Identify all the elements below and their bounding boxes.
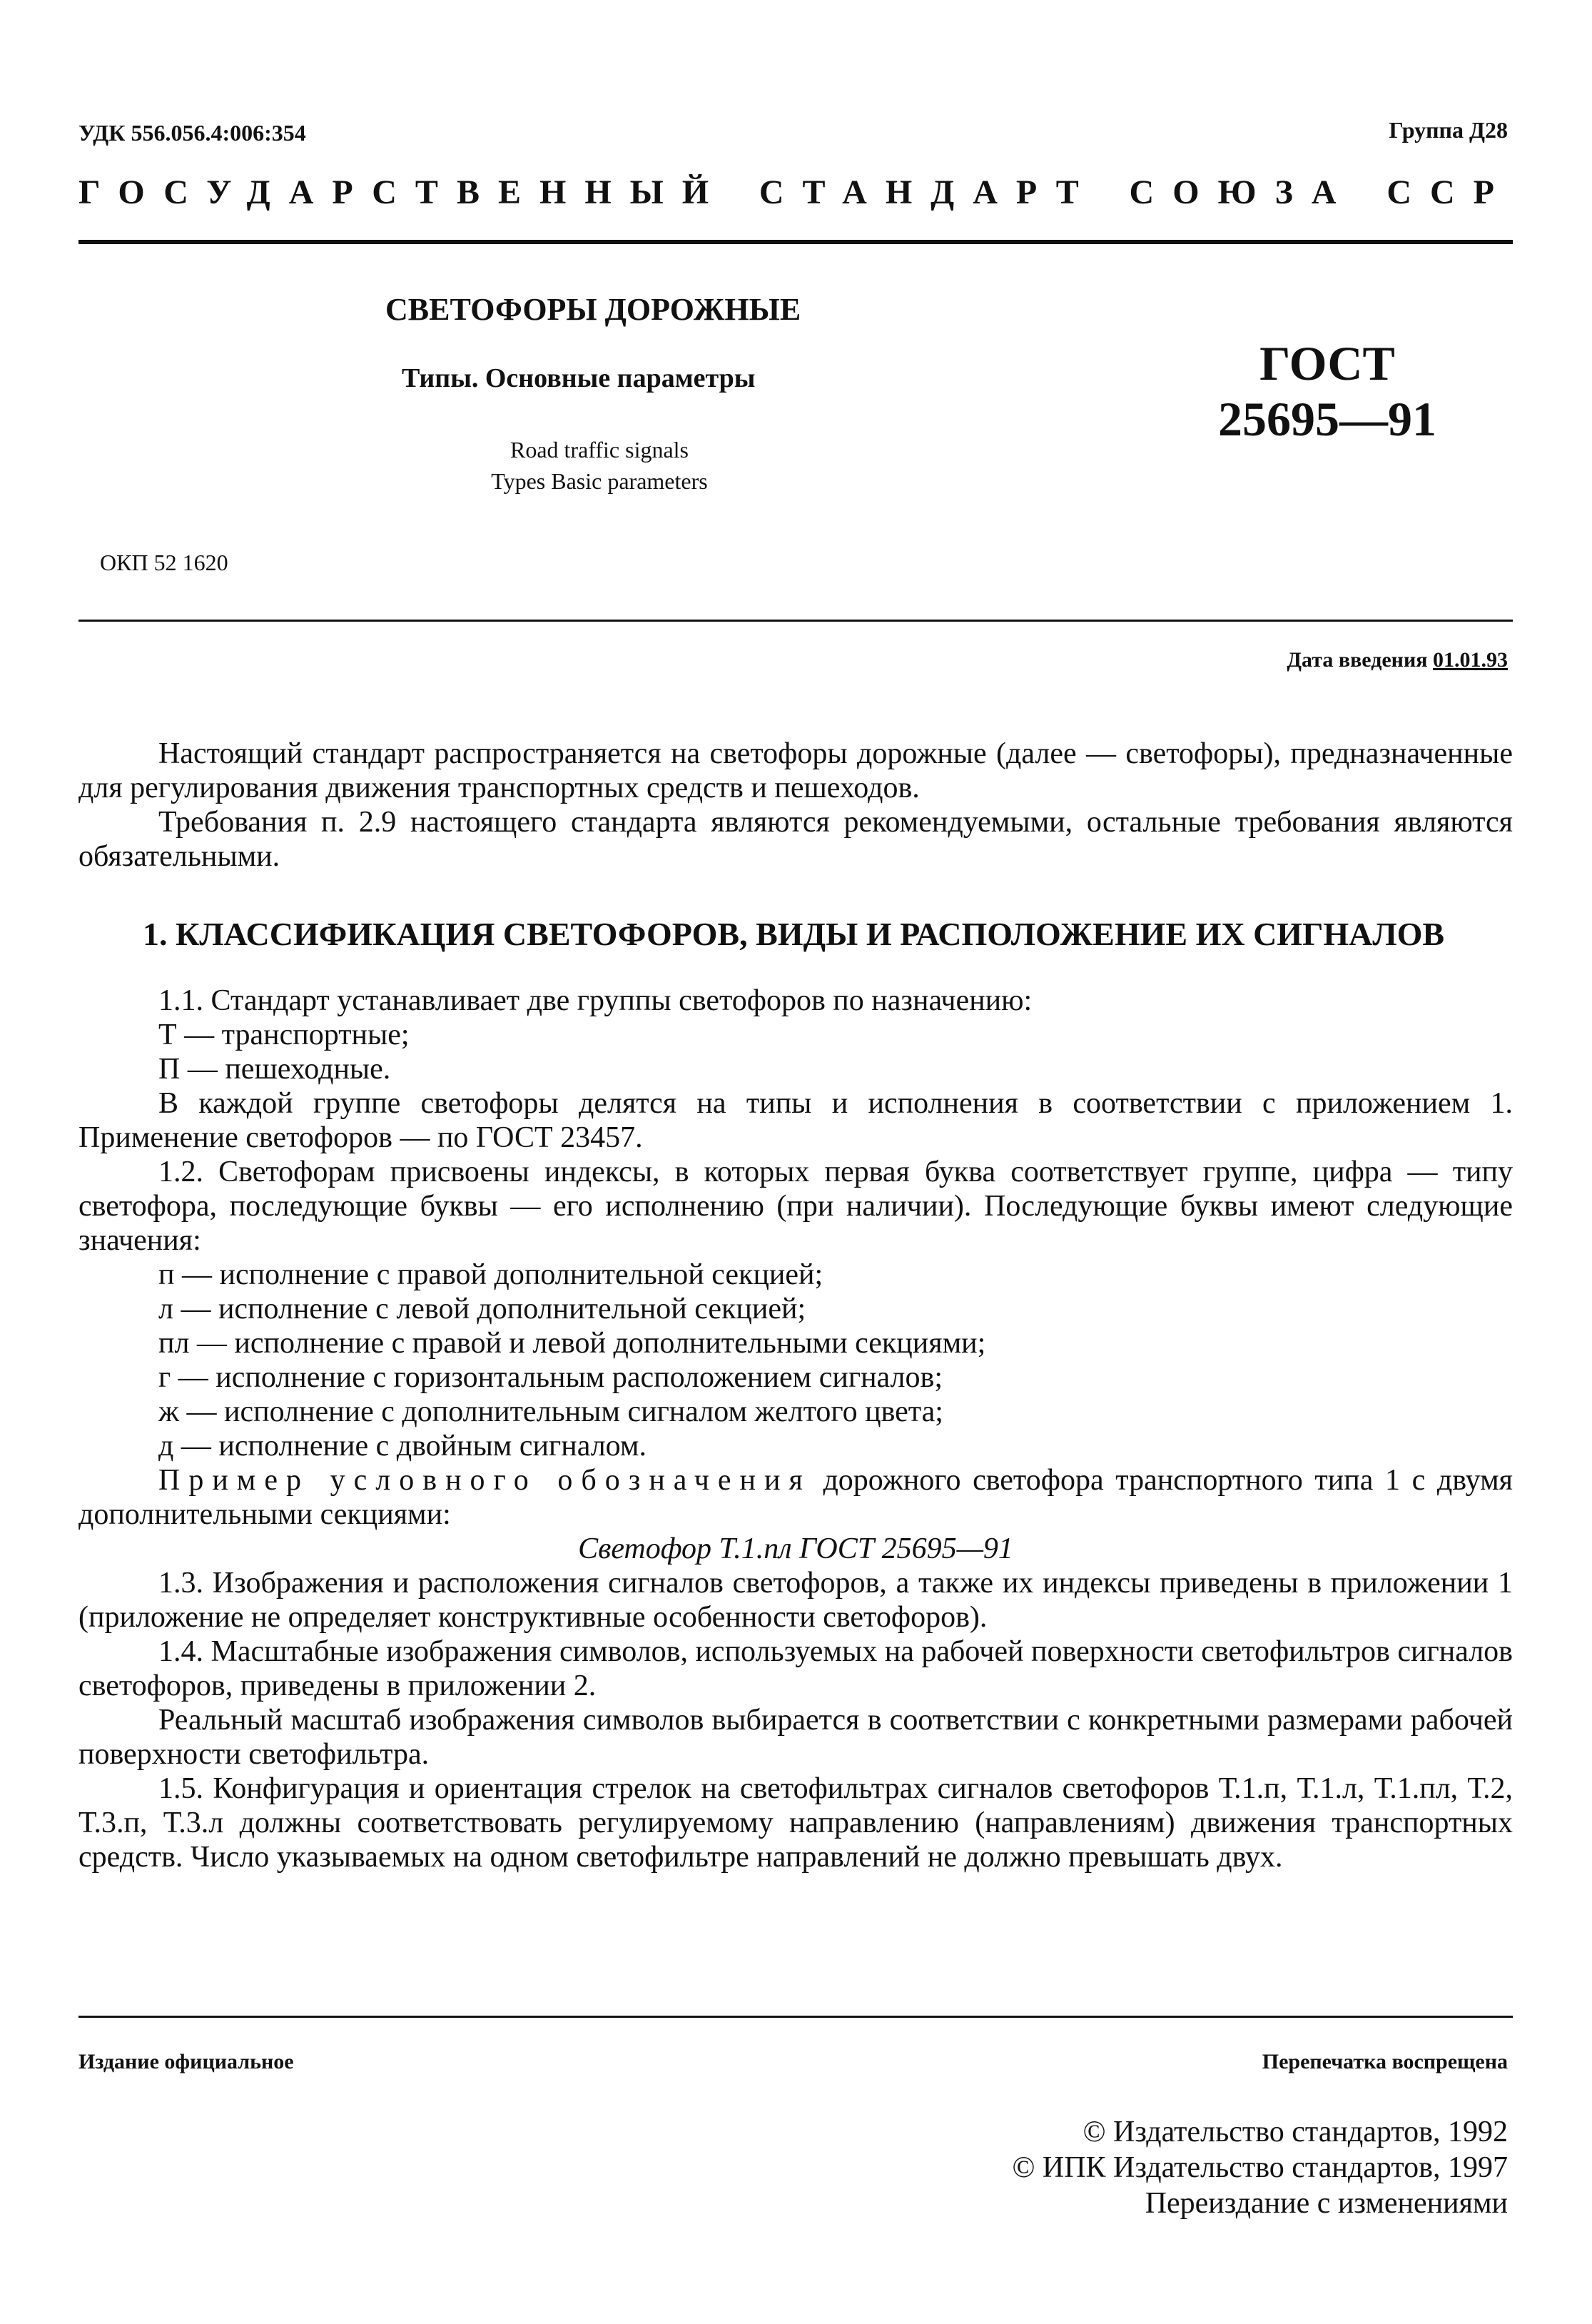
letter-p: п — исполнение с правой дополнительной секцией; [158,1258,823,1291]
example-label: Пример условного обозначения [158,1464,811,1497]
document-title: СВЕТОФОРЫ ДОРОЖНЫЕ [385,292,801,327]
intro-paragraph-1: Настоящий стандарт распространяется на светофоры дорожные (далее — светофоры), предназначенные для регулирования движения транспортных средств и пешеходов. [78,737,1513,804]
state-word-3: СОЮЗА [1129,173,1355,211]
group-p: П — пешеходные. [158,1053,391,1086]
intro-paragraph-2: Требования п. 2.9 настоящего стандарта являются рекомендуемыми, остальные требования являются обязательными. [78,806,1513,873]
gost-number [1213,335,1441,447]
copyright-block [1012,2114,1508,2221]
letter-zh: ж — исполнение с дополнительным сигналом желтого цвета; [158,1395,943,1428]
state-word-1: ГОСУДАРСТВЕННЫЙ [78,173,728,211]
copyright-line-1: © Издательство стандартов, 1992 [1083,2116,1508,2148]
example-paragraph [78,1463,1513,1532]
example-designation: Светофор Т.1.пл ГОСТ 25695—91 [578,1532,1013,1565]
introduction-date-value: 01.01.93 [1433,648,1508,672]
state-standard-title [78,173,1513,212]
intro-text [78,737,1513,874]
group-code: Группа Д28 [1389,117,1508,143]
clause-1-4: 1.4. Масштабные изображения символов, используемых на рабочей поверхности светофильтров сигналов светофоров, приведены в приложении 2. [78,1635,1513,1702]
okp-code: ОКП 52 1620 [100,550,228,575]
english-title-line1: Road traffic signals [509,437,689,463]
footer-divider [78,2016,1513,2018]
title-divider [78,620,1513,622]
clause-1-1-continued: В каждой группе светофоры делятся на типы и исполнения в соответствии с приложением 1. Применение светофоров — по ГОСТ 23457. [78,1087,1513,1154]
official-edition-label: Издание официальное [78,2050,294,2073]
clause-1-2: 1.2. Светофорам присвоены индексы, в которых первая буква соответствует группе, цифра — типу светофора, последующие буквы — его исполнению (при наличии). Последующие буквы имеют следующие значения: [78,1156,1513,1257]
reissue-line: Переиздание с изменениями [1145,2187,1508,2220]
letter-g: г — исполнение с горизонтальным расположением сигналов; [158,1361,943,1394]
gost-label-line1: ГОСТ [1259,336,1395,390]
letter-l: л — исполнение с левой дополнительной секцией; [158,1293,806,1325]
clause-1-3: 1.3. Изображения и расположения сигналов светофоров, а также их индексы приведены в приложении 1 (приложение не определяет конструктивные особенности светофоров). [78,1567,1513,1634]
state-word-4: ССР [1386,173,1513,211]
document-subtitle: Типы. Основные параметры [402,363,756,393]
section-1-heading: 1. КЛАССИФИКАЦИЯ СВЕТОФОРОВ, ВИДЫ И РАСПОЛОЖЕНИЕ ИХ СИГНАЛОВ [143,916,1445,952]
gost-label-line2: 25695—91 [1218,392,1436,446]
introduction-date [1287,648,1508,672]
header-divider-thick [78,240,1513,244]
copyright-line-2: © ИПК Издательство стандартов, 1997 [1012,2151,1508,2184]
letter-pl: пл — исполнение с правой и левой дополнительными секциями; [158,1327,986,1360]
example-text: дорожного светофора транспортного типа 1 с двумя дополнительными секциями: [78,1464,1513,1531]
clause-1-5: 1.5. Конфигурация и ориентация стрелок на светофильтрах сигналов светофоров Т.1.п, Т.1.л, Т.1.пл, Т.2, Т.3.п, Т.3.л должны соответствовать регулируемому направлению (направлениям) движения транспортных средств. Число указываемых на одном светофильтре направлений не должно превышать двух. [78,1772,1513,1874]
udk-code: УДК 556.056.4:006:354 [78,120,306,146]
group-t: Т — транспортные; [158,1019,410,1051]
letter-d: д — исполнение с двойным сигналом. [158,1430,647,1462]
section-1-body [78,984,1513,1874]
clause-1-4-continued: Реальный масштаб изображения символов выбирается в соответствии с конкретными размерами рабочей поверхности светофильтра. [78,1704,1513,1771]
clause-1-1: 1.1. Стандарт устанавливает две группы светофоров по назначению: [158,984,1033,1017]
state-word-2: СТАНДАРТ [759,173,1097,211]
reprint-prohibited-label: Перепечатка воспрещена [1262,2050,1508,2073]
english-title-line2: Types Basic parameters [491,468,708,494]
introduction-date-label: Дата введения [1287,648,1428,672]
english-title [457,434,742,497]
